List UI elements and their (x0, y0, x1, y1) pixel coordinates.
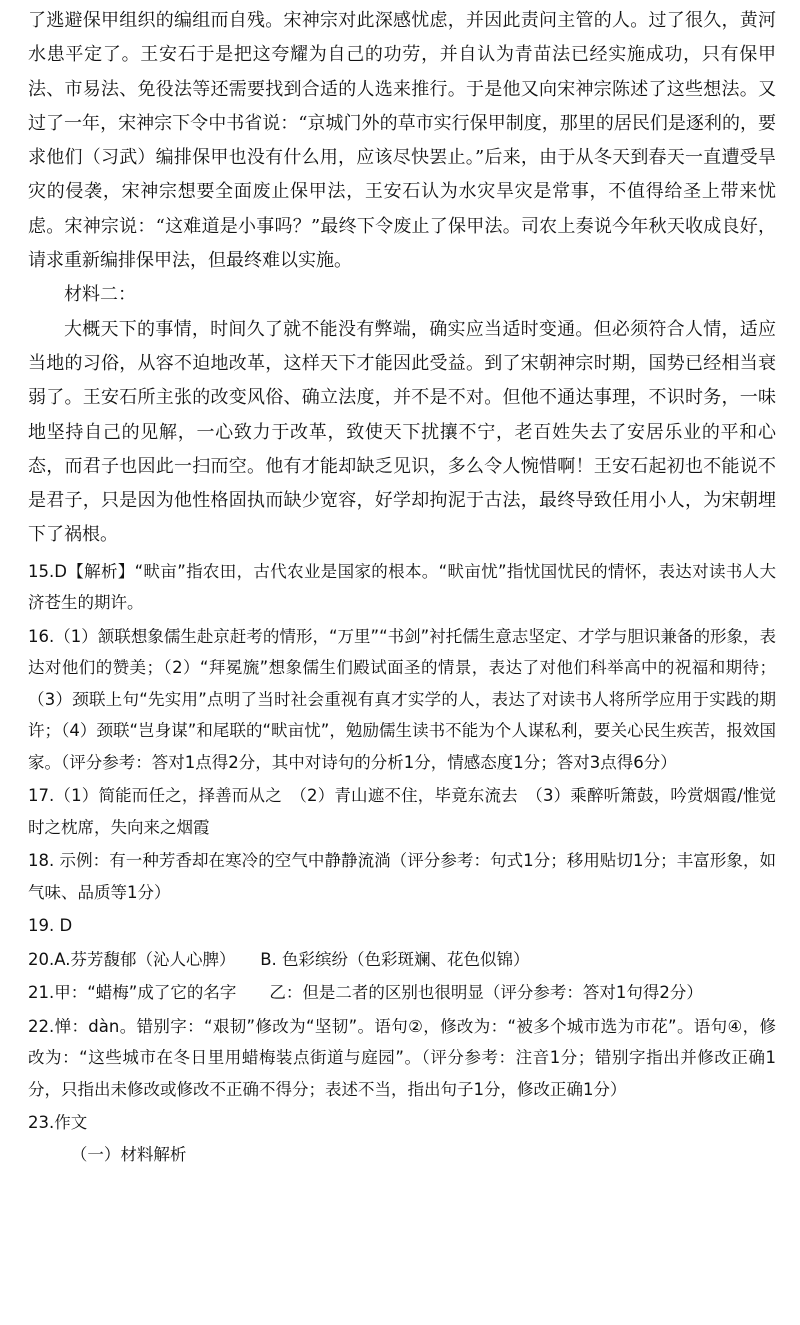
answer-21: 21.甲：“蜡梅”成了它的名字 乙：但是二者的区别也很明显（评分参考：答对1句得2分） (28, 983, 703, 1003)
answer-17: 17.（1）简能而任之，择善而从之 （2）青山遮不住，毕竟东流去 （3）乘醉听箫鼓，吟赏烟霞/惟觉时之枕席，失向来之烟霞 (28, 786, 776, 837)
answer-20: 20.A.芬芳馥郁（沁人心脾） B. 色彩缤纷（色彩斑斓、花色似锦） (28, 949, 530, 969)
answer-19: 19. D (28, 916, 73, 936)
answer-22: 22.惮：dàn。错别字：“艰韧”修改为“坚韧”。语句②，修改为：“被多个城市选为市花”。语句④，修改为：“这些城市在冬日里用蜡梅装点街道与庭园”。（评分参考：注音1分；错别字指出并修改正确1分，只指出未修改或修改不正确不得分；表述不当，指出句子1分，修改正确1分） (28, 1016, 776, 1099)
answer-16: 16.（1）颔联想象儒生赴京赶考的情形，“万里”“书剑”衬托儒生意志坚定、才学与胆识兼备的形象，表达对他们的赞美；（2）“拜冕旒”想象儒生们殿试面圣的情景，表达了对他们科举高中的祝福和期待；（3）颈联上句“先实用”点明了当时社会重视有真才实学的人，表达了对读书人将所学应用于实践的期许；（4）颈联“岂身谋”和尾联的“畎亩忧”，勉励儒生读书不能为个人谋私利，要关心民生疾苦，报效国家。（评分参考：答对1点得2分，其中对诗句的分析1分，情感态度1分；答对3点得6分） (28, 626, 776, 772)
answer-23-subsection: （一）材料解析 (70, 1144, 187, 1164)
material-one-tail: 了逃避保甲组织的编组而自残。宋神宗对此深感忧虑，并因此责问主管的人。过了很久，黄河水患平定了。王安石于是把这夸耀为自己的功劳，并自认为青苗法已经实施成功，只有保甲法、市易法、免役法等还需要找到合适的人选来推行。于是他又向宋神宗陈述了这些想法。又过了一年，宋神宗下令中书省说：“京城门外的草市实行保甲制度，那里的居民们是逐利的，要求他们（习武）编排保甲也没有什么用，应该尽快罢止。”后来，由于从冬天到春天一直遭受旱灾的侵袭，宋神宗想要全面废止保甲法，王安石认为水灾旱灾是常事，不值得给圣上带来忧虑。宋神宗说：“这难道是小事吗？”最终下令废止了保甲法。司农上奏说今年秋天收成良好，请求重新编排保甲法，但最终难以实施。 (28, 10, 776, 272)
answer-15: 15.D【解析】“畎亩”指农田，古代农业是国家的根本。“畎亩忧”指忧国忧民的情怀，表达对读书人大济苍生的期许。 (28, 561, 776, 613)
answer-23: 23.作文 (28, 1113, 88, 1133)
material-two-text: 大概天下的事情，时间久了就不能没有弊端，确实应当适时变通。但必须符合人情，适应当地的习俗，从容不迫地改革，这样天下才能因此受益。到了宋朝神宗时期，国势已经相当衰弱了。王安石所主张的改变风俗、确立法度，并不是不对。但他不通达事理，不识时务，一味地坚持自己的见解，一心致力于改革，致使天下扰攘不宁，老百姓失去了安居乐业的平和心态，而君子也因此一扫而空。他有才能却缺乏见识，多么令人惋惜啊！王安石起初也不能说不是君子，只是因为他性格固执而缺少宽容，好学却拘泥于古法，最终导致任用小人，为宋朝埋下了祸根。 (28, 318, 776, 546)
material-two-label: 材料二： (64, 284, 136, 306)
answer-18: 18. 示例：有一种芳香却在寒冷的空气中静静流淌（评分参考：句式1分；移用贴切1分；丰富形象，如气味、品质等1分） (28, 851, 776, 902)
document-body (28, 4, 776, 1170)
